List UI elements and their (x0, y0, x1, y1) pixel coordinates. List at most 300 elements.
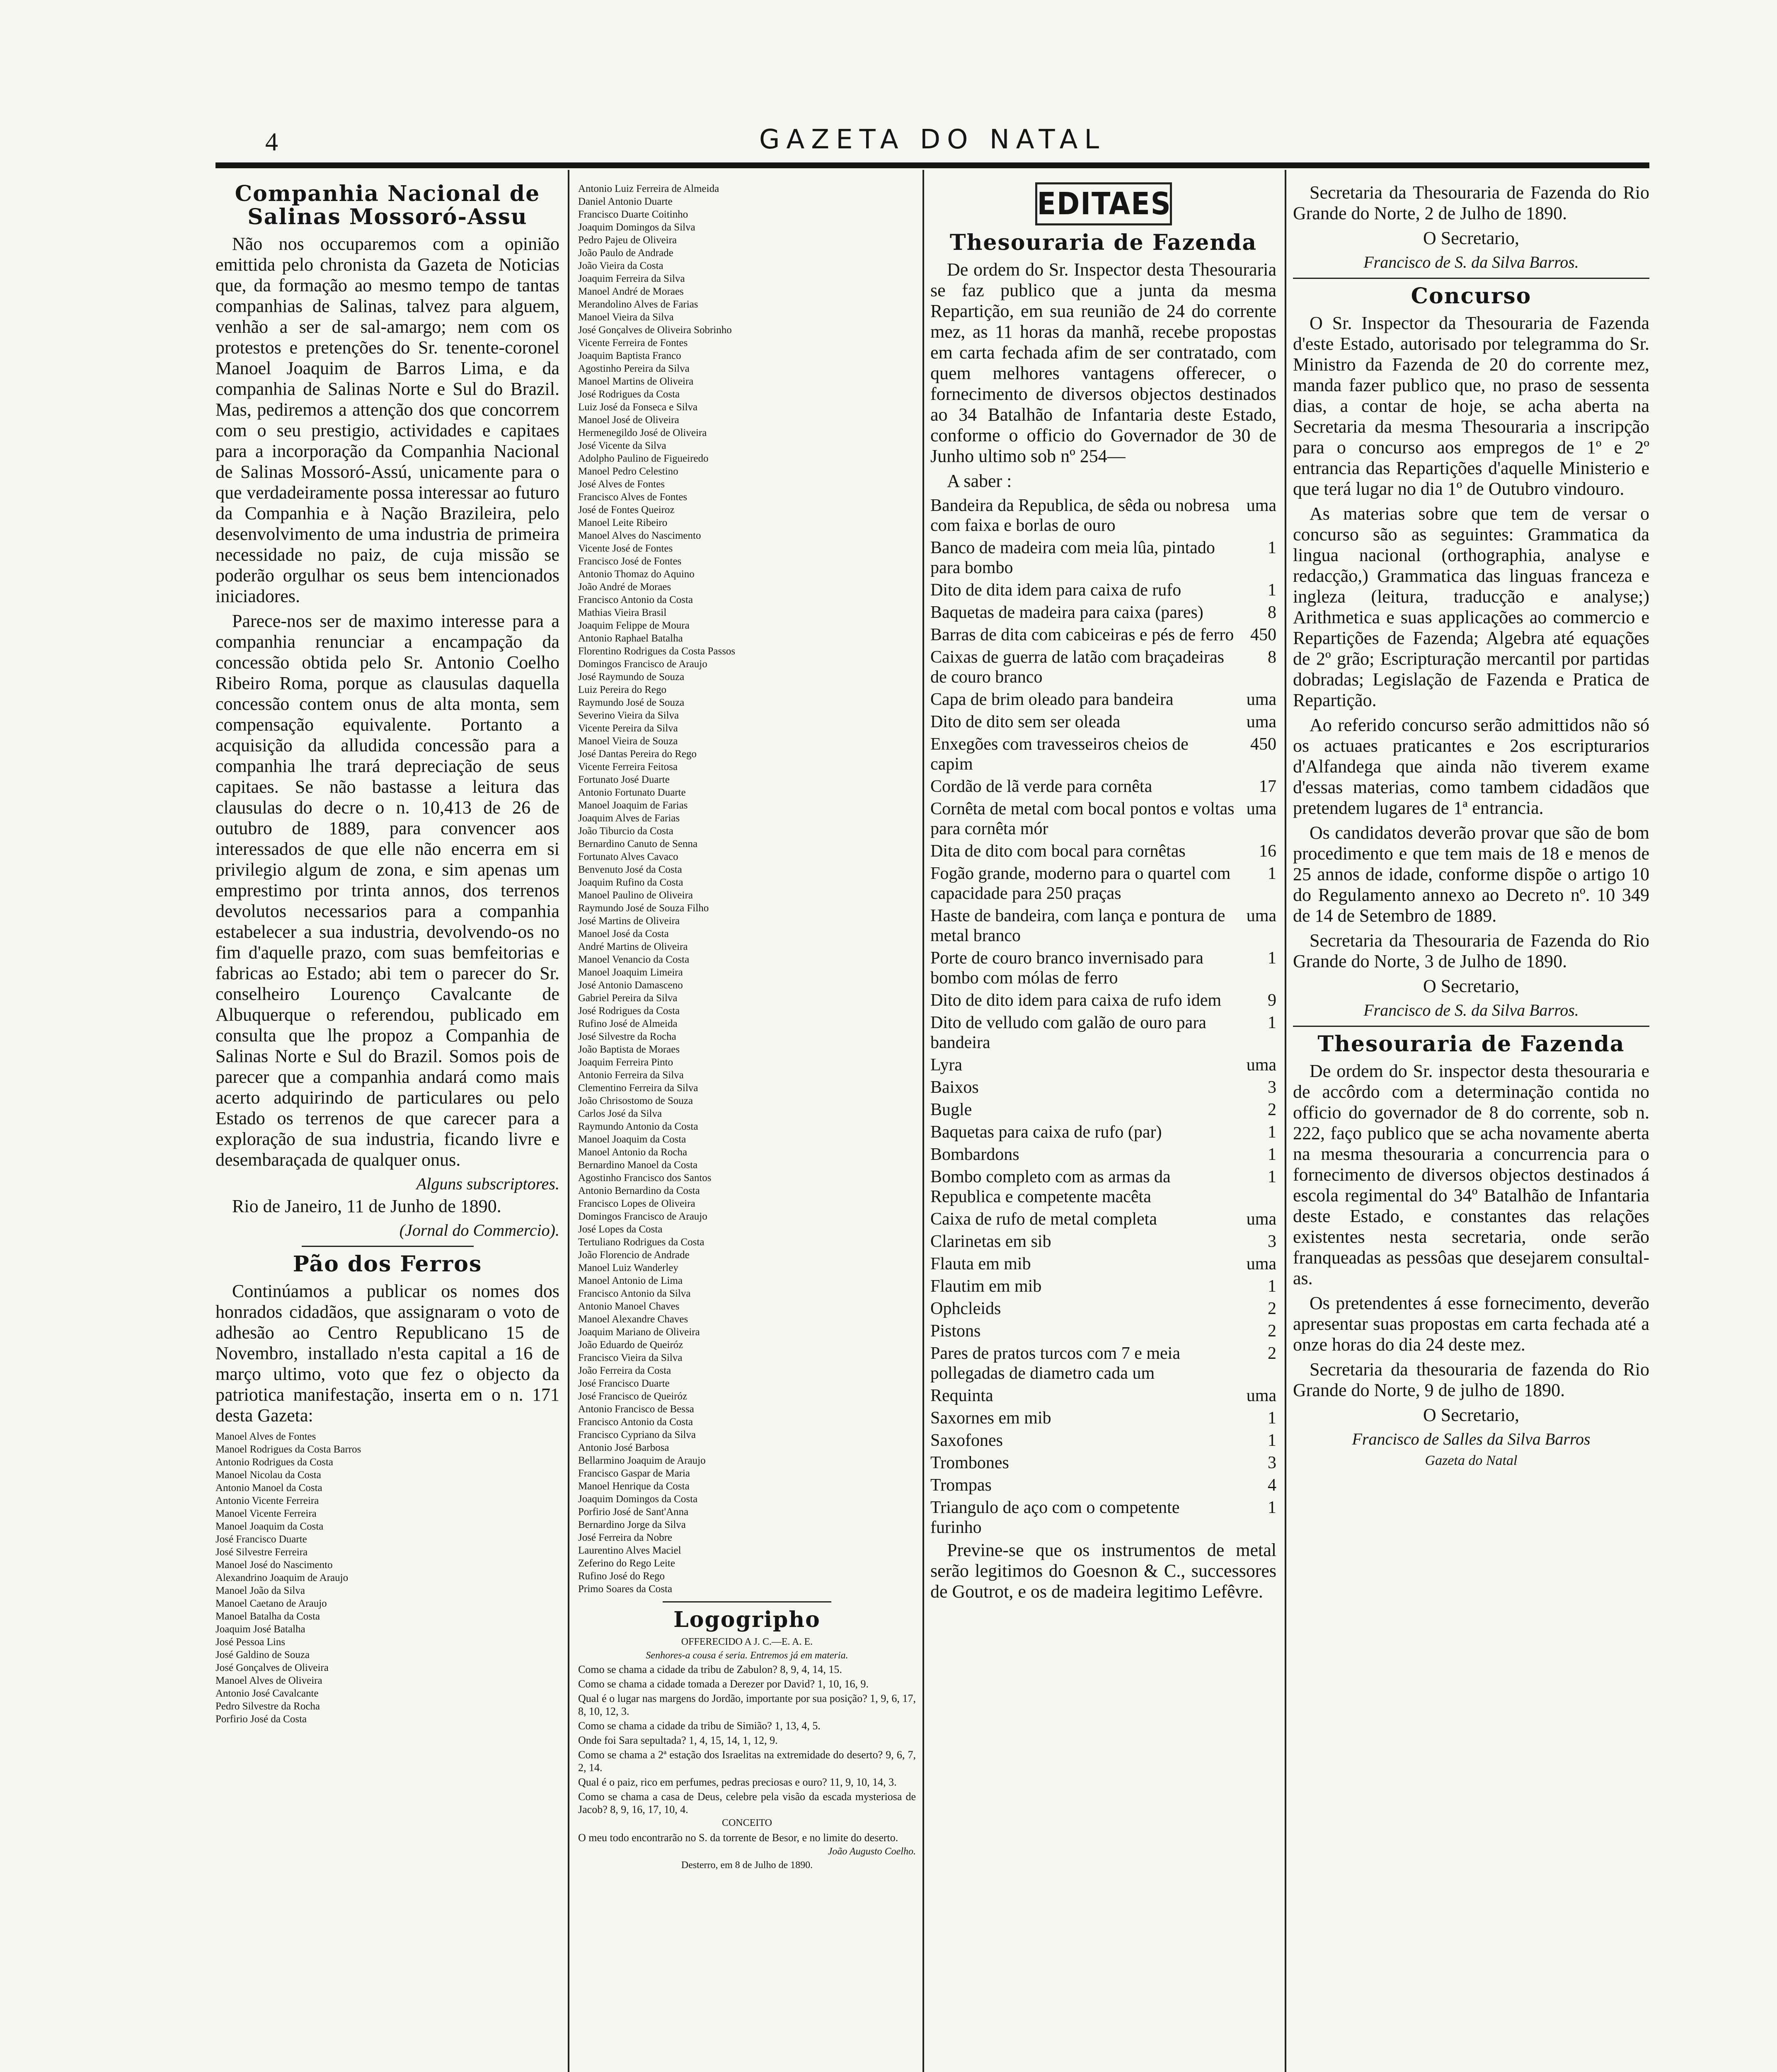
item-label: Banco de madeira com meia lûa, pintado para bombo (930, 538, 1215, 577)
thesouraria-paragraph: Secretaria da thesouraria de fazenda do Rio Grande do Norte, 9 de julho de 1890. (1293, 1359, 1649, 1400)
signatory-name: Bernardino Manoel da Costa (578, 1159, 698, 1171)
item-row (930, 799, 1276, 839)
signature-title: O Secretario, (1423, 228, 1520, 248)
signatory-name: Bernardino Jorge da Silva (578, 1519, 686, 1530)
signatory-name: Raymundo Antonio da Costa (578, 1121, 698, 1132)
item-row (930, 690, 1276, 709)
item-label: Dito de dito idem para caixa de rufo idem (930, 991, 1222, 1010)
signatory-name: Antonio Thomaz do Aquino (578, 569, 695, 580)
signatory-name: Francisco Alves de Fontes (578, 491, 688, 503)
item-quantity: 8 (1268, 603, 1276, 622)
item-row (930, 1013, 1276, 1053)
logogripho-question: Qual é o lugar nas margens do Jordão, importante por sua posição? 1, 9, 6, 17, 8, 10, 12, 3. (578, 1692, 916, 1717)
item-label: Requinta (930, 1386, 993, 1405)
signatory-name: Manoel Joaquim da Costa (578, 1134, 686, 1145)
item-row (930, 1343, 1276, 1383)
signatory-name: Luiz José da Fonseca e Silva (578, 402, 698, 413)
item-label: Cordão de lã verde para cornêta (930, 777, 1152, 796)
item-row (930, 1145, 1276, 1164)
item-label: Caixas de guerra de latão com braçadeiras de couro branco (930, 648, 1224, 687)
signatory-name: Agostinho Pereira da Silva (578, 363, 690, 374)
item-row (930, 1100, 1276, 1120)
item-quantity: 450 (1250, 625, 1276, 644)
item-quantity: 8 (1268, 648, 1276, 667)
edital-paragraph: De ordem do Sr. Inspector desta Thesouraria se faz publico que a junta da mesma Repartição, em sua reunião de 24 do corrente mez, as 11 horas da manhã, recebe propostas em carta fechada afim de ser contratado, com quem melhores vantagens offerecer, o fornecimento de diversos objectos destinados ao 34 Batalhão de Infantaria deste Estado, conforme o officio do Governador de 30 de Junho ultimo sob nº 254— (930, 259, 1276, 466)
item-quantity: uma (1246, 1210, 1276, 1229)
signatory-name: Antonio Rodrigues da Costa (215, 1457, 334, 1468)
signatory-name: José Francisco de Queiróz (578, 1391, 688, 1402)
item-quantity: 1 (1268, 1145, 1276, 1164)
signatory-name: Manoel Vieira da Silva (578, 312, 674, 323)
divider (663, 1601, 832, 1602)
page-number: 4 (265, 128, 278, 156)
signatory-name: Porfirio José da Costa (215, 1714, 307, 1725)
signatory-name: José Silvestre Ferreira (215, 1547, 308, 1558)
column-divider (1285, 170, 1286, 2072)
item-label: Enxegões com travesseiros cheios de capim (930, 735, 1189, 774)
signatory-name: Antonio Luiz Ferreira de Almeida (578, 183, 719, 194)
item-label: Pares de pratos turcos com 7 e meia pollegadas de diametro cada um (930, 1344, 1180, 1383)
item-quantity: uma (1246, 690, 1276, 709)
item-row (930, 1232, 1276, 1251)
signatory-name: Agostinho Francisco dos Santos (578, 1172, 712, 1184)
item-quantity: uma (1246, 1386, 1276, 1405)
item-quantity: uma (1246, 799, 1276, 818)
item-row (930, 948, 1276, 988)
item-quantity: 1 (1268, 1277, 1276, 1296)
thesouraria-paragraph: Os pretendentes á esse fornecimento, deverão apresentar suas propostas em carta fechada até a onze horas do dia 24 deste mez. (1293, 1293, 1649, 1355)
edital-title: Thesouraria de Fazenda (949, 230, 1257, 255)
item-quantity: 4 (1268, 1476, 1276, 1495)
signatory-name: Francisco Duarte Coitinho (578, 209, 688, 220)
signatory-list (578, 182, 916, 1595)
signatory-name: Alexandrino Joaquim de Araujo (215, 1572, 349, 1583)
signatory-name: José Francisco Duarte (215, 1534, 307, 1545)
item-label: Haste de bandeira, com lança e pontura de metal branco (930, 906, 1225, 945)
item-label: Baixos (930, 1078, 979, 1097)
item-label: Trombones (930, 1453, 1009, 1472)
item-label: Dito de velludo com galão de ouro para bandeira (930, 1013, 1206, 1052)
signatory-name: João Ferreira da Costa (578, 1365, 671, 1376)
credit-line: Gazeta do Natal (1425, 1453, 1518, 1468)
item-quantity: uma (1246, 1055, 1276, 1075)
signatory-name: João Eduardo de Queiróz (578, 1339, 683, 1351)
article-paragraph: Não nos occuparemos com a opinião emittida pelo chronista da Gazeta de Noticias que, da formação ao mesmo tempo de tantas companhias de Salinas, talvez para alguem, venhão a ser de sal-amargo; nem com os protestos e pretenções do Sr. tenente-coronel Manoel Joaquim de Barros Lima, e da companhia de Salinas Norte e Sul do Brazil. Mas, pediremos a attenção dos que concorrem com o seu prestigio, actividades e capitaes para a incorporação da Companhia Nacional de Salinas Mossoró-Assú, unicamente para o que verdadeiramente possa interessar ao futuro da Companhia e à Nação Brazileira, pelo desenvolvimento de uma industria de primeira necessidade no paiz, de cuja missão se poderão orgulhar os seus bem intencionados iniciadores. (215, 234, 559, 606)
item-quantity: 2 (1268, 1344, 1276, 1363)
signatory-name: Francisco Antonio da Costa (578, 1416, 693, 1428)
item-label: Lyra (930, 1055, 962, 1075)
signatory-name: Manoel Joaquim de Farias (578, 800, 688, 811)
signatory-name: Francisco Lopes de Oliveira (578, 1198, 695, 1209)
signatory-name: Tertuliano Rodrigues da Costa (578, 1237, 705, 1248)
signatory-name: Manoel José do Nascimento (215, 1559, 333, 1571)
signatory-name: André Martins de Oliveira (578, 941, 688, 952)
signatory-name: Manoel Luiz Wanderley (578, 1262, 678, 1273)
item-quantity: 1 (1268, 1409, 1276, 1428)
item-row (930, 864, 1276, 903)
signatory-name: Bellarmino Joaquim de Araujo (578, 1455, 706, 1466)
signatory-name: Rufino José do Rego (578, 1571, 665, 1582)
signatory-name: Benvenuto José da Costa (578, 864, 682, 875)
item-quantity: uma (1246, 906, 1276, 925)
signatory-name: Manoel Paulino de Oliveira (578, 890, 693, 901)
signatory-name: Pedro Pajeu de Oliveira (578, 235, 677, 246)
signatory-name: Manoel Joaquim Limeira (578, 967, 683, 978)
signatory-name: Bernardino Canuto de Senna (578, 838, 698, 850)
logogripho-question: Qual é o paiz, rico em perfumes, pedras preciosas e ouro? 11, 9, 10, 14, 3. (578, 1776, 897, 1788)
signatory-name: Raymundo José de Souza Filho (578, 903, 709, 914)
column-4 (1293, 182, 1649, 2072)
item-quantity: 3 (1268, 1453, 1276, 1472)
signatory-name: Zeferino do Rego Leite (578, 1558, 675, 1569)
signatory-name: Manoel José da Costa (578, 928, 669, 939)
page-header (215, 124, 1649, 162)
item-quantity: 1 (1268, 538, 1276, 557)
logogripho-questions (578, 1663, 916, 1816)
signatory-name: Antonio Raphael Batalha (578, 633, 683, 644)
item-label: Caixa de rufo de metal completa (930, 1210, 1157, 1229)
item-quantity: 2 (1268, 1100, 1276, 1119)
item-quantity: 16 (1259, 842, 1276, 861)
signatory-name: Rufino José de Almeida (578, 1018, 678, 1029)
signatory-name: João Vieira da Costa (578, 260, 663, 271)
item-row (930, 1122, 1276, 1142)
signatory-name: Gabriel Pereira da Silva (578, 992, 678, 1004)
signatory-name: Joaquim Ferreira Pinto (578, 1057, 673, 1068)
logogripho-question: Como se chama a cidade da tribu de Simião? 1, 13, 4, 5. (578, 1720, 821, 1732)
signatory-name: Hermenegildo José de Oliveira (578, 427, 707, 438)
signature-title: O Secretario, (1423, 1405, 1520, 1425)
signatory-name: Manoel Alves de Fontes (215, 1431, 316, 1442)
signatory-name: João Tiburcio da Costa (578, 825, 673, 837)
item-label: Barras de dita com cabiceiras e pés de ferro (930, 625, 1234, 644)
signatory-name: Florentino Rodrigues da Costa Passos (578, 646, 736, 657)
item-row (930, 990, 1276, 1010)
logogripho-subtitle: Senhores-a cousa é seria. Entremos já em materia. (646, 1650, 848, 1661)
signatory-name: Joaquim Domingos da Costa (578, 1493, 698, 1505)
signatory-name: Joaquim Domingos da Silva (578, 222, 695, 233)
item-row (930, 841, 1276, 861)
signatory-name: Antonio Manoel Chaves (578, 1301, 680, 1312)
signatory-name: José Gonçalves de Oliveira (215, 1662, 329, 1673)
item-quantity: uma (1246, 712, 1276, 731)
item-label: Ophcleids (930, 1299, 1001, 1318)
signatory-name: João André de Moraes (578, 581, 671, 593)
signatory-name: Domingos Francisco de Araujo (578, 658, 707, 670)
item-label: Flauta em mib (930, 1254, 1031, 1273)
item-label: Bandeira da Republica, de sêda ou nobresa com faixa e borlas de ouro (930, 496, 1230, 535)
logogripho-concept: O meu todo encontrarão no S. da torrente de Besor, e no limite do deserto. (578, 1832, 898, 1844)
signatory-name: Clementino Ferreira da Silva (578, 1082, 698, 1094)
signatory-name: Daniel Antonio Duarte (578, 196, 673, 207)
item-row (930, 1498, 1276, 1537)
column-3 (930, 182, 1276, 2072)
masthead: GAZETA DO NATAL (759, 124, 1106, 155)
signatory-name: Francisco José de Fontes (578, 556, 682, 567)
item-row (930, 625, 1276, 645)
signatory-name: Adolpho Paulino de Figueiredo (578, 453, 709, 464)
signatory-name: Manoel Antonio de Lima (578, 1275, 683, 1286)
item-label: Dito de dita idem para caixa de rufo (930, 581, 1181, 600)
item-label: Dito de dito sem ser oleada (930, 712, 1121, 731)
logogripho-question: Como se chama a cidade da tribu de Zabulon? 8, 9, 4, 14, 15. (578, 1663, 842, 1675)
signatory-name: Francisco Antonio da Silva (578, 1288, 691, 1299)
signatory-name: Fortunato José Duarte (578, 774, 670, 785)
signatory-name: Manoel Alves de Oliveira (215, 1675, 322, 1686)
signatory-name: José Raymundo de Souza (578, 671, 685, 683)
signatory-name: Luiz Pereira do Rego (578, 684, 667, 695)
signatory-name: Manoel Pedro Celestino (578, 466, 678, 477)
item-label: Saxornes em mib (930, 1409, 1051, 1428)
item-label: Saxofones (930, 1431, 1003, 1450)
concurso-paragraph: Ao referido concurso serão admittidos não só os actuaes praticantes e 2os escripturarios d'Alfandega que ainda não tiverem exame d'essas materias, como tambem cidadãos que pretendem lugares de 1ª entrancia. (1293, 715, 1649, 818)
edital-intro: A saber : (947, 471, 1012, 491)
logogripho-question: Como se chama a casa de Deus, celebre pela visão da escada mysteriosa de Jacob? 8, 9, 16, 17, 10, 4. (578, 1791, 916, 1815)
signatory-name: Severino Vieira da Silva (578, 710, 679, 721)
item-row (930, 1055, 1276, 1075)
signatory-name: Manoel Alexandre Chaves (578, 1314, 688, 1325)
article-title: Pão dos Ferros (293, 1251, 482, 1277)
item-quantity: 3 (1268, 1078, 1276, 1097)
item-row (930, 1386, 1276, 1406)
signature-name: Francisco de S. da Silva Barros. (1363, 1001, 1579, 1019)
item-row (930, 538, 1276, 578)
item-label: Pistons (930, 1322, 981, 1341)
section-heading: EDITAES (1035, 182, 1172, 225)
signatory-name: Manoel André de Moraes (578, 286, 684, 297)
concurso-paragraph: Secretaria da Thesouraria de Fazenda do Rio Grande do Norte, 3 de Julho de 1890. (1293, 930, 1649, 971)
logogripho-question: Como se chama a 2ª estação dos Israelitas na extremidade do deserto? 9, 6, 7, 2, 14. (578, 1749, 916, 1774)
logogripho-dateline: Desterro, em 8 de Julho de 1890. (681, 1860, 813, 1871)
item-row (930, 1077, 1276, 1097)
signatory-name: Laurentino Alves Maciel (578, 1545, 681, 1556)
signatory-name: Manoel Batalha da Costa (215, 1611, 320, 1622)
signatory-name: Joaquim Rufino da Costa (578, 877, 683, 888)
items-list (930, 496, 1276, 1537)
concurso-paragraph: Os candidatos deverão provar que são de bom procedimento e que tem mais de 18 e menos de 25 annos de idade, conforme dispõe o artigo 10 do Regulamento annexo ao Decreto nº. 10 349 de 14 de Setembro de 1889. (1293, 823, 1649, 926)
signatory-name: Joaquim Baptista Franco (578, 350, 681, 361)
signatory-name: Manoel Joaquim da Costa (215, 1521, 324, 1532)
column-divider (568, 170, 569, 2072)
item-quantity: 1 (1268, 1167, 1276, 1186)
item-row (930, 734, 1276, 774)
signatory-name: José Rodrigues da Costa (578, 389, 680, 400)
signatory-name: Vicente Pereira da Silva (578, 723, 678, 734)
signatory-name: Manoel Alves do Nascimento (578, 530, 701, 541)
signatory-name: José Dantas Pereira do Rego (578, 748, 697, 760)
item-row (930, 1453, 1276, 1473)
thesouraria-paragraph: De ordem do Sr. inspector desta thesouraria e de accôrdo com a determinação contida no officio do governador de 8 do corrente, sob n. 222, faço publico que se acha novamente aberta na mesma thesouraria a concurrencia para o fornecimento de diversos objectos destinados á escola regimental do 34º Batalhão de Infantaria deste Estado, e constantes das relações existentes nesta secretaria, onde serão franqueadas as pessôas que desejarem consultal-as. (1293, 1061, 1649, 1288)
item-row (930, 580, 1276, 600)
item-quantity: uma (1246, 1254, 1276, 1273)
article-dateline: Rio de Janeiro, 11 de Junho de 1890. (232, 1196, 501, 1216)
signature-name: Francisco de Salles da Silva Barros (1352, 1430, 1591, 1448)
item-label: Bombo completo com as armas da Republica e competente macêta (930, 1167, 1171, 1206)
item-row (930, 1209, 1276, 1229)
column-divider (922, 170, 924, 2072)
signatory-name: José Ferreira da Nobre (578, 1532, 672, 1543)
item-quantity: 17 (1259, 777, 1276, 796)
item-row (930, 777, 1276, 796)
item-label: Triangulo de aço com o competente furinho (930, 1498, 1180, 1537)
signatory-name: José Antonio Damasceno (578, 980, 683, 991)
signatory-name: José Silvestre da Rocha (578, 1031, 676, 1042)
logogripho-question: Onde foi Sara sepultada? 1, 4, 15, 14, 1, 12, 9. (578, 1734, 778, 1746)
signatory-name: Antonio José Cavalcante (215, 1688, 319, 1699)
signatory-name: Porfirio José de Sant'Anna (578, 1506, 689, 1518)
divider (302, 1246, 474, 1247)
signatory-name: Antonio José Barbosa (578, 1442, 669, 1453)
signatory-name: Francisco Vieira da Silva (578, 1352, 683, 1363)
signatory-name: Antonio Fortunato Duarte (578, 787, 686, 798)
item-quantity: 1 (1268, 1431, 1276, 1450)
logogripho-author: João Augusto Coelho. (828, 1846, 916, 1857)
item-row (930, 1321, 1276, 1341)
signatory-name: José Lopes da Costa (578, 1224, 663, 1235)
signatory-name: Joaquim Alves de Farias (578, 813, 680, 824)
signature-name: Francisco de S. da Silva Barros. (1363, 253, 1579, 271)
article-signature: Alguns subscriptores. (416, 1174, 559, 1193)
item-quantity: 9 (1268, 991, 1276, 1010)
signatory-name: José Vicente da Silva (578, 440, 666, 451)
signatory-name: Joaquim Mariano de Oliveira (578, 1326, 700, 1338)
signatory-name: José Galdino de Souza (215, 1649, 310, 1661)
item-row (930, 712, 1276, 732)
signatory-name: Vicente Ferreira de Fontes (578, 337, 688, 349)
signatory-name: José Martins de Oliveira (578, 915, 680, 927)
signatory-name: Merandolino Alves de Farias (578, 299, 698, 310)
logogripho-offered-by: OFFERECIDO A J. C.—E. A. E. (681, 1636, 813, 1647)
signatory-name: Francisco Gaspar de Maria (578, 1468, 690, 1479)
signatory-name: Manoel Henrique da Costa (578, 1481, 690, 1492)
concurso-paragraph: As materias sobre que tem de versar o concurso são as seguintes: Grammatica da lingua nacional (orthographia, analyse e redacção,) Grammatica das linguas franceza e ingleza (leitura, traducção e analyse;) Arithmetica e suas applicações ao commercio e Repartições de Fazenda; Algebra até equações de 2º grão; Escripturação mercantil por partidas dobradas; Legislação de Fazenda e Pratica de Repartição. (1293, 503, 1649, 710)
signatory-name: João Baptista de Moraes (578, 1044, 680, 1055)
item-quantity: uma (1246, 496, 1276, 515)
signatory-name: Antonio Francisco de Bessa (578, 1404, 694, 1415)
signatory-name: Carlos José da Silva (578, 1108, 662, 1119)
signatory-name: João Paulo de Andrade (578, 247, 673, 259)
item-row (930, 496, 1276, 535)
signatory-name: Pedro Silvestre da Rocha (215, 1701, 320, 1712)
item-label: Baquetas de madeira para caixa (pares) (930, 603, 1203, 622)
item-quantity: 1 (1268, 949, 1276, 968)
item-row (930, 1276, 1276, 1296)
divider (1293, 1026, 1649, 1027)
signatory-name: Manoel Antonio da Rocha (578, 1147, 688, 1158)
signatory-name: João Florencio de Andrade (578, 1249, 690, 1261)
logogripho-question: Como se chama a cidade tomada a Derezer por David? 1, 10, 16, 9. (578, 1678, 869, 1690)
item-quantity: 450 (1250, 735, 1276, 754)
logogripho-concept-label: CONCEITO (722, 1818, 772, 1828)
signatory-name: Joaquim Felippe de Moura (578, 620, 690, 631)
signatory-name: Joaquim José Batalha (215, 1624, 305, 1635)
item-quantity: 2 (1268, 1322, 1276, 1341)
notice-dateline: Secretaria da Thesouraria de Fazenda do Rio Grande do Norte, 2 de Julho de 1890. (1293, 182, 1649, 223)
signatory-name: Manoel Vieira de Souza (578, 736, 678, 747)
signatory-name: Francisco Antonio da Costa (578, 594, 693, 605)
signatory-name: Raymundo José de Souza (578, 697, 685, 708)
signatory-name: Manoel José de Oliveira (578, 414, 679, 426)
item-label: Fogão grande, moderno para o quartel com capacidade para 250 praças (930, 864, 1231, 903)
signatory-list (215, 1430, 559, 1726)
article-paragraph: Continúamos a publicar os nomes dos honrados cidadãos, que assignaram o voto de adhesão ao Centro Republicano 15 de Novembro, installado n'esta capital a 16 de março ultimo, voto que fez o objecto da patriotica manifestação, inserta em o n. 171 desta Gazeta: (215, 1281, 559, 1426)
signatory-name: José de Fontes Queiroz (578, 504, 675, 516)
thesouraria-title: Thesouraria de Fazenda (1317, 1031, 1625, 1057)
signatory-name: Fortunato Alves Cavaco (578, 851, 678, 862)
signatory-name: Manoel Martins de Oliveira (578, 376, 694, 387)
item-row (930, 603, 1276, 622)
signatory-name: José Rodrigues da Costa (578, 1005, 680, 1017)
column-1 (215, 182, 559, 2072)
item-row (930, 1431, 1276, 1450)
item-label: Baquetas para caixa de rufo (par) (930, 1123, 1162, 1142)
column-2 (578, 182, 916, 2072)
signature-title: O Secretario, (1423, 976, 1520, 996)
concurso-title: Concurso (1411, 283, 1532, 309)
item-row (930, 1254, 1276, 1274)
item-quantity: 2 (1268, 1299, 1276, 1318)
item-quantity: 1 (1268, 581, 1276, 600)
signatory-name: Joaquim Ferreira da Silva (578, 273, 685, 284)
signatory-name: Vicente Ferreira Feitosa (578, 761, 678, 772)
signatory-name: Domingos Francisco de Araujo (578, 1211, 707, 1222)
item-label: Dita de dito com bocal para cornêtas (930, 842, 1186, 861)
article-title: Companhia Nacional de Salinas Mossoró-Assu (235, 182, 540, 230)
signatory-name: Antonio Ferreira da Silva (578, 1070, 684, 1081)
signatory-name: Manoel Leite Ribeiro (578, 517, 668, 528)
item-label: Capa de brim oleado para bandeira (930, 690, 1174, 709)
item-row (930, 1167, 1276, 1207)
edital-closing: Previne-se que os instrumentos de metal serão legitimos do Goesnon & C., successores de Goutrot, e os de madeira legitimo Lefêvre. (930, 1540, 1276, 1602)
item-label: Porte de couro branco invernisado para bombo com mólas de ferro (930, 949, 1203, 988)
signatory-name: José Pessoa Lins (215, 1636, 286, 1648)
signatory-name: Manoel Rodrigues da Costa Barros (215, 1444, 361, 1455)
item-row (930, 1408, 1276, 1428)
item-quantity: 1 (1268, 864, 1276, 883)
logogripho-title: Logogripho (673, 1607, 821, 1632)
header-rule (215, 162, 1649, 168)
signatory-name: João Chrisostomo de Souza (578, 1095, 693, 1106)
signatory-name: José Francisco Duarte (578, 1378, 670, 1389)
concurso-paragraph: O Sr. Inspector da Thesouraria de Fazenda d'este Estado, autorisado por telegramma do Sr. Ministro da Fazenda de 20 do corrente mez, manda fazer publico que, no praso de sessenta dias, a contar de hoje, se acha aberta na Secretaria da mesma Thesouraria a inscripção para o concurso aos empregos de 1º e 2º entrancia das Repartições d'aquelle Ministerio e que terá lugar no dia 1º de Outubro vindouro. (1293, 313, 1649, 499)
signatory-name: Antonio Bernardino da Costa (578, 1185, 700, 1196)
signatory-name: Mathias Vieira Brasil (578, 607, 667, 618)
item-label: Bugle (930, 1100, 972, 1119)
item-label: Flautim em mib (930, 1277, 1042, 1296)
signatory-name: Antonio Manoel da Costa (215, 1482, 322, 1493)
item-row (930, 906, 1276, 946)
item-label: Bombardons (930, 1145, 1019, 1164)
signatory-name: Vicente José de Fontes (578, 543, 673, 554)
item-row (930, 1475, 1276, 1495)
item-row (930, 1299, 1276, 1319)
item-quantity: 1 (1268, 1498, 1276, 1517)
item-quantity: 3 (1268, 1232, 1276, 1251)
article-paragraph: Parece-nos ser de maximo interesse para a companhia renunciar a encampação da concessão obtida pelo Sr. Antonio Coelho Ribeiro Roma, porque as clausulas daquella concessão contem onus de alta monta, sem compensação equivalente. Portanto a acquisição da alludida concessão para a companhia lhe trará depreciação de seus capitaes. Se não bastasse a leitura das clausulas do decre o n. 10,413 de 26 de outubro de 1889, para convencer aos interessados de que elle não encerra em si privilegio algum de zona, e sim apenas um emprestimo por trinta annos, dos terrenos devolutos necessarios para a companhia estabelecer a sua industria, devolvendo-os no fim d'aquelle prazo, com suas bemfeitorias e fabricas ao Estado; abi tem o parecer do Sr. conselheiro Lourenço Cavalcante de Albuquerque o referendou, publicado em consulta que lhe propoz a Companhia de Salinas Norte e Sul do Brazil. Somos pois de parecer que a companhia andará como mais acerto adquirindo de particulares ou pelo Estado os terrenos de que carecer para a exploração de sua industria, ficando livre e desembaraçada de qualquer onus. (215, 611, 559, 1170)
signatory-name: Antonio Vicente Ferreira (215, 1495, 319, 1506)
signatory-name: José Gonçalves de Oliveira Sobrinho (578, 324, 732, 336)
signatory-name: Manoel João da Silva (215, 1585, 305, 1596)
signatory-name: Manoel Venancio da Costa (578, 954, 690, 965)
signatory-name: José Alves de Fontes (578, 479, 665, 490)
signatory-name: Primo Soares da Costa (578, 1583, 673, 1595)
item-row (930, 647, 1276, 687)
article-source: (Jornal do Commercio). (399, 1221, 559, 1239)
divider (1293, 278, 1649, 279)
item-quantity: 1 (1268, 1013, 1276, 1032)
item-label: Cornêta de metal com bocal pontos e voltas para cornêta mór (930, 799, 1235, 838)
signatory-name: Manoel Nicolau da Costa (215, 1469, 321, 1481)
